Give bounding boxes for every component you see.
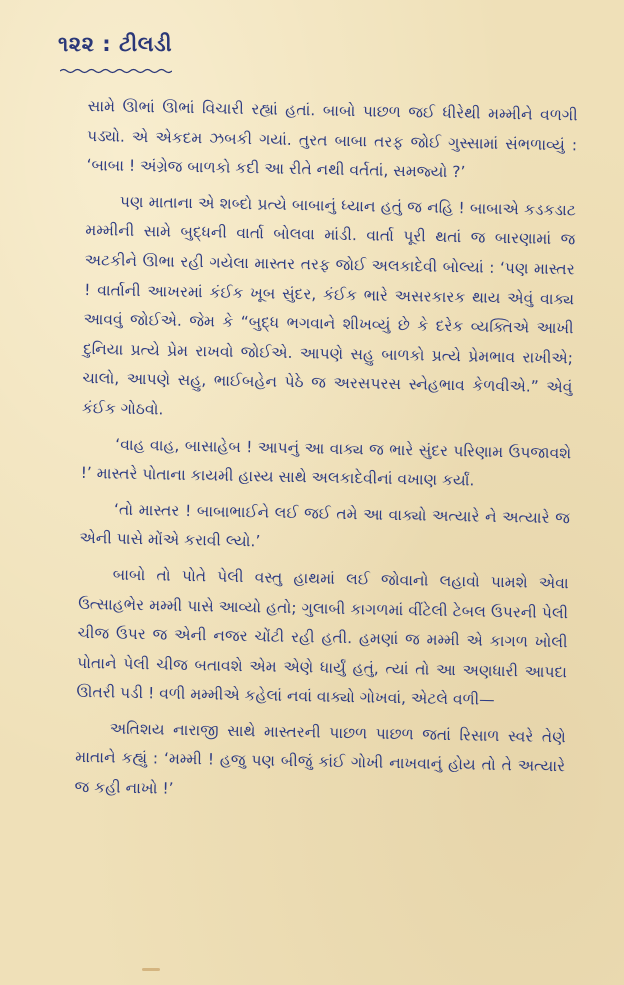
paragraph-4: ‘તો માસ્તર ! બાબાભાઈને લઈ જઈ તમે આ વાક્યો અત્યારે ને અત્યારે જ એની પાસે મોંએ કરાવી લ્યો.’ (79, 500, 571, 551)
body-text (74, 92, 578, 812)
header-wavy-underline (60, 68, 172, 74)
paragraph-1: સામે ઊભાં ઊભાં વિચારી રહ્યાં હતાં. બાબો પાછળ જઈ ધીરેથી મમ્મીને વળગી પડ્યો. એ એકદમ ઝબકી ગયાં. તુરત બાબા તરફ જોઈ ગુસ્સામાં સંભળાવ્યું : ‘બાબા ! અંગ્રેજ બાળકો કદી આ રીતે નથી વર્તતાં, સમજ્યો ?’ (86, 96, 578, 182)
paragraph-6: અતિશય નારાજી સાથે માસ્તરની પાછળ પાછળ જતાં રિસાળ સ્વરે તેણે માતાને કહ્યું : ‘મમ્મી ! હજુ પણ બીજું કાંઈ ગોખી નાખવાનું હોય તો તે અત્યારે જ કહી નાખો !’ (74, 719, 566, 798)
paragraph-5: બાબો તો પોતે પેલી વસ્તુ હાથમાં લઈ જોવાનો લહાવો પામશે એવા ઉત્સાહભેર મમ્મી પાસે આવ્યો હતો; ગુલાબી કાગળમાં વીંટેલી ટેબલ ઉપરની પેલી ચીજ ઉપર જ એની નજર ચોંટી રહી હતી. હમણાં જ મમ્મી એ કાગળ ખોલી પોતાને પેલી ચીજ બતાવશે એમ એણે ધાર્યું હતું, ત્યાં તો આ અણધારી આપદા ઊતરી પડી ! વળી મમ્મીએ કહેલાં નવાં વાક્યો ગોખવાં, એટલે વળી— (76, 565, 569, 710)
paragraph-3: ‘વાહ વાહ, બાસાહેબ ! આપનું આ વાક્ય જ ભારે સુંદર પરિણામ ઉપજાવશે !’ માસ્તરે પોતાના કાયમી હાસ્ય સાથે અલકાદેવીનાં વખાણ કર્યાં. (80, 435, 572, 490)
paragraph-2: પણ માતાના એ શબ્દો પ્રત્યે બાબાનું ધ્યાન હતું જ નહિ ! બાબાએ કડકડાટ મમ્મીની સામે બુદ્ધની વાર્તા બોલવા માંડી. વાર્તા પૂરી થતાં જ બારણામાં જ અટકીને ઊભા રહી ગયેલા માસ્તર તરફ જોઈ અલકાદેવી બોલ્યાં : ‘પણ માસ્તર ! વાર્તાની આખરમાં કંઈક ખૂબ સુંદર, કંઈક ભારે અસરકારક થાય એવું વાક્ય આવવું જોઈએ. જેમ કે “બુદ્ધ ભગવાને શીખવ્યું છે કે દરેક વ્યક્તિએ આખી દુનિયા પ્રત્યે પ્રેમ રાખવો જોઈએ. આપણે સહુ બાળકો પ્રત્યે પ્રેમભાવ રાખીએ; ચાલો, આપણે સહુ, ભાઈબહેન પેઠે જ અરસપરસ સ્નેહભાવ કેળવીએ.” એવું કંઈક ગોઠવો. (81, 192, 576, 419)
page-number: ૧૨૨ (58, 32, 95, 56)
header-separator: : (102, 32, 112, 56)
paper-mark (142, 968, 160, 971)
running-title: ટીલડી (118, 32, 173, 56)
page-header (58, 32, 172, 57)
